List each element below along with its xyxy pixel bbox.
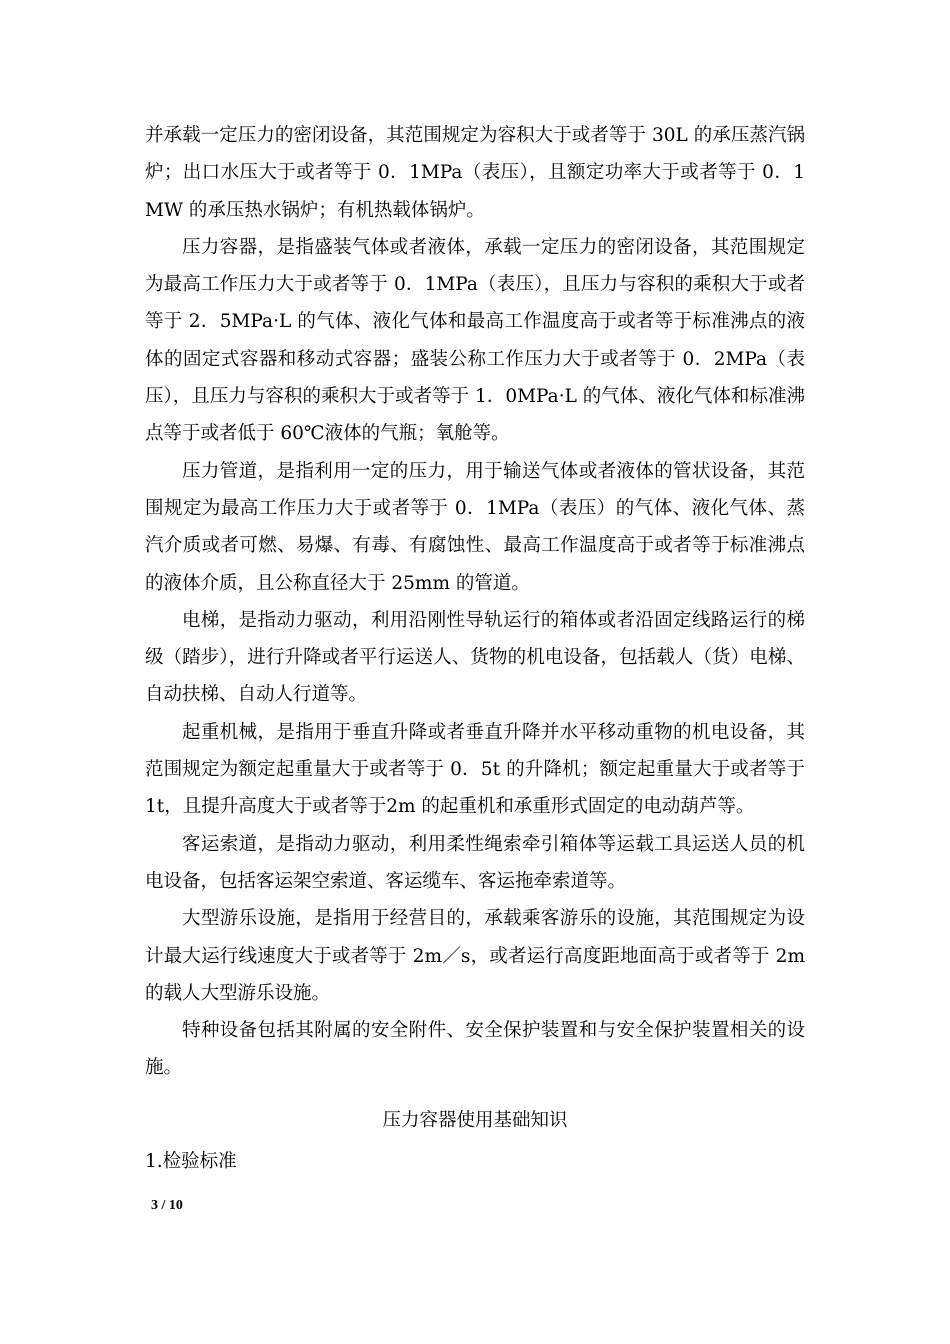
- paragraph-pressure-vessel: 压力容器，是指盛装气体或者液体，承载一定压力的密闭设备，其范围规定为最高工作压力大于或者等于 0．1MPa（表压），且压力与容积的乘积大于或者等于 2．5MPa·L 的气体、液化气体和最高工作温度高于或者等于标准沸点的液体的固定式容器和移动式容器；盛装公称工作压力大于或者等于 0．2MPa（表压），且压力与容积的乘积大于或者等于 1．0MPa·L 的气体、液化气体和标准沸点等于或者低于 60℃液体的气瓶；氧舱等。: [145, 236, 805, 445]
- subsection-title: 1.检验标准: [145, 1151, 237, 1172]
- document-body: [145, 117, 805, 1087]
- paragraph-lifting-machinery: 起重机械，是指用于垂直升降或者垂直升降并水平移动重物的机电设备，其范围规定为额定起重量大于或者等于 0．5t 的升降机；额定起重量大于或者等于1t，且提升高度大于或者等于2m 的起重机和承重形式固定的电动葫芦等。: [145, 721, 805, 818]
- section-heading: 压力容器使用基础知识: [382, 1110, 568, 1131]
- paragraph-pressure-pipeline: 压力管道，是指利用一定的压力，用于输送气体或者液体的管状设备，其范围规定为最高工作压力大于或者等于 0．1MPa（表压）的气体、液化气体、蒸汽介质或者可燃、易爆、有毒、有腐蚀性、最高工作温度高于或者等于标准沸点的液体介质，且公称直径大于 25mm 的管道。: [145, 460, 805, 594]
- paragraph-special-equipment-scope: 特种设备包括其附属的安全附件、安全保护装置和与安全保护装置相关的设施。: [145, 1020, 805, 1079]
- page-number: 3 / 10: [151, 1198, 183, 1213]
- paragraph-amusement-facility: 大型游乐设施，是指用于经营目的，承载乘客游乐的设施，其范围规定为设计最大运行线速度大于或者等于 2m／s，或者运行高度距地面高于或者等于 2m 的载人大型游乐设施。: [145, 908, 805, 1004]
- paragraph-passenger-ropeway: 客运索道，是指动力驱动，利用柔性绳索牵引箱体等运载工具运送人员的机电设备，包括客运架空索道、客运缆车、客运拖牵索道等。: [145, 833, 805, 892]
- paragraph-boiler-continued: 并承载一定压力的密闭设备，其范围规定为容积大于或者等于 30L 的承压蒸汽锅炉；出口水压大于或者等于 0．1MPa（表压），且额定功率大于或者等于 0．1MW 的承压热水锅炉；有机热载体锅炉。: [145, 125, 805, 221]
- paragraph-elevator: 电梯，是指动力驱动，利用沿刚性导轨运行的箱体或者沿固定线路运行的梯级（踏步），进行升降或者平行运送人、货物的机电设备，包括载人（货）电梯、自动扶梯、自动人行道等。: [145, 609, 805, 706]
